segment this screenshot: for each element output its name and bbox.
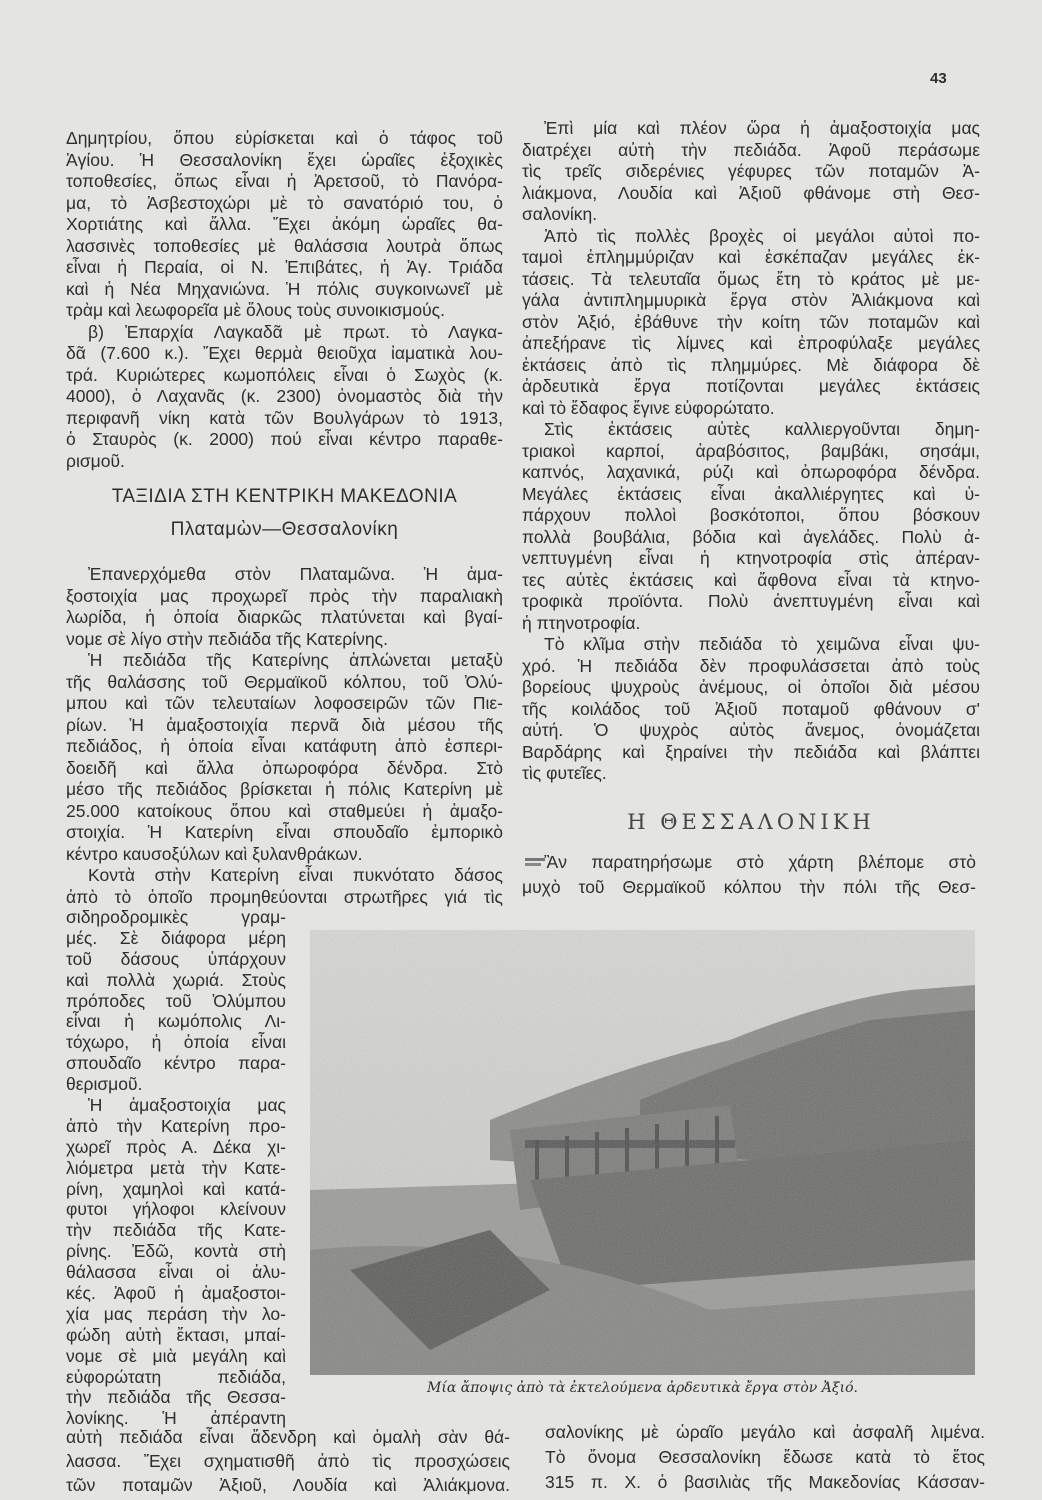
text-line: πολλὰ βουβάλια, βόδια καὶ ἀγελάδες. Πολὺ ἀ- <box>522 526 980 547</box>
text-line: σαλονίκη. <box>522 204 598 224</box>
text-line: λιόμετρα μετὰ τὴν Κατε- <box>66 1157 286 1178</box>
text-line: γάλα ἀντιπλημμυρικὰ ἔργα στὸν Ἀλιάκμονα καὶ <box>522 290 980 310</box>
text-line: Χορτιάτης καὶ ἄλλα. Ἔχει ἀκόμη ὡραῖες θα- <box>66 214 503 234</box>
thessaloniki-heading: Η ΘΕΣΣΑΛΟΝΙΚΗ <box>627 810 875 834</box>
text-line: μπου καὶ τῶν τελευταίων λοφοσειρῶν τῶν Πιε- <box>66 693 503 713</box>
section-subheading: Πλαταμὼν—Θεσσαλονίκη <box>170 519 399 540</box>
text-line: θερισμοῦ. <box>66 1074 143 1095</box>
text-line: στὸν Ἀξιό, ἐβάθυνε τὴν κοίτη τῶν ποταμῶν καὶ <box>522 311 980 332</box>
paragraph <box>522 118 980 226</box>
text-line: σαλονίκης μὲ ὡραῖο μεγάλο καὶ ἀσφαλῆ λιμένα. <box>545 1422 985 1442</box>
text-line: Βαρδάρης καὶ ξηραίνει τὴν πεδιάδα καὶ βλάπτει <box>522 741 980 762</box>
text-line: τὶς τρεῖς σιδερένιες γέφυρες τῶν ποταμῶν Ἀ- <box>522 161 980 181</box>
text-line: 315 π. Χ. ὁ βασιλιὰς τῆς Μακεδονίας Κάσσαν- <box>545 1472 985 1492</box>
text-line: πρόποδες τοῦ Ὀλύμπου <box>66 990 286 1011</box>
text-line: μέσο τῆς πεδιάδος βρίσκεται ἡ πόλις Κατερίνη μὲ <box>66 779 503 799</box>
text-line: νομε σὲ μιὰ μεγάλη καὶ <box>66 1345 286 1366</box>
page-number: 43 <box>930 70 947 87</box>
text-line: ἡ πτηνοτροφία. <box>522 612 641 633</box>
text-line: Ἡ ἁμαξοστοιχία μας <box>88 1095 286 1116</box>
text-line: τρά. Κυριώτερες κωμοπόλεις εἶναι ὁ Σωχὸς (κ. <box>66 364 503 385</box>
photo-caption: Μία ἄποψις ἀπὸ τὰ ἐκτελούμενα ἀρδευτικὰ ἔργα στὸν Ἀξιό. <box>427 1380 858 1396</box>
text-line: φώδη αὐτὴ ἔκτασι, μπαί- <box>66 1324 286 1345</box>
text-line: Ἀπὸ τὶς πολλὲς βροχὲς οἱ μεγάλοι αὐτοὶ πο- <box>544 225 980 246</box>
text-line: καπνός, λαχανικά, ρύζι καὶ ὀπωροφόρα δένδρα. <box>522 462 980 482</box>
text-line: ἀπὸ τὸ ὁποῖο προμηθεύονται στρωτῆρες γιά τὶς <box>66 886 503 907</box>
text-line: σιδηροδρομικὲς γραμ- <box>66 907 286 927</box>
paragraph <box>545 1420 985 1495</box>
paragraph <box>66 322 503 473</box>
text-line: ρίνη, χαμηλοὶ καὶ κατά- <box>66 1178 286 1199</box>
text-line: λωρίδα, ἡ ὁποία διαρκῶς πλατύνεται καὶ βγαί- <box>66 607 503 627</box>
left-column-bottom-text <box>66 1425 510 1497</box>
text-line: νεπτυγμένη εἶναι ἡ κτηνοτροφία στὶς ἀπέραν- <box>522 548 980 568</box>
text-line: ἐκτάσεις ἀπὸ τὶς πλημμύρες. Μὲ διάφορα δὲ <box>522 354 980 375</box>
text-line: τῶν ποταμῶν Ἀξιοῦ, Λουδία καὶ Ἀλιάκμονα. <box>66 1475 510 1495</box>
text-line: τοῦ δάσους ὑπάρχουν <box>66 948 286 969</box>
paragraph <box>66 128 503 322</box>
text-line: λονίκης. Ἡ ἀπέραντη <box>66 1408 286 1429</box>
text-line: σπουδαῖο κέντρο παρα- <box>66 1053 286 1074</box>
paragraph <box>522 419 980 634</box>
text-line: καὶ τὸ ἔδαφος ἔγινε εὐφορώτατο. <box>522 397 775 418</box>
text-line: Ἐπανερχόμεθα στὸν Πλαταμῶνα. Ἡ ἁμα- <box>88 564 503 584</box>
text-line: ἀπεξήρανε τὶς λίμνες καὶ ἐπροφύλαξε μεγάλες <box>522 333 980 353</box>
text-line: μές. Σὲ διάφορα μέρη <box>66 927 286 948</box>
text-line: Ἐπὶ μία καὶ πλέον ὥρα ἡ ἁμαξοστοιχία μας <box>544 118 980 138</box>
text-line: τροφικὰ προϊόντα. Πολὺ ἀνεπτυγμένη εἶναι καὶ <box>522 591 980 611</box>
text-line: Τὸ κλῖμα στὴν πεδιάδα τὸ χειμῶνα εἶναι ψυ- <box>544 634 980 654</box>
right-column-bottom-text <box>545 1420 985 1495</box>
text-line: πάρχουν πολλοὶ βοσκότοποι, ὅπου βόσκουν <box>522 505 980 525</box>
text-line: πεδιάδος, ἡ ὁποία εἶναι κατάφυτη ἀπὸ ἐσπερι- <box>66 736 503 756</box>
text-line: περιφανῆ νίκη κατὰ τῶν Βουλγάρων τὸ 1913, <box>66 407 503 428</box>
text-line: ρίων. Ἡ ἁμαξοστοιχία περνᾶ διὰ μέσου τῆς <box>66 714 503 735</box>
text-line: τόχωρο, ἡ ὁποία εἶναι <box>66 1032 286 1053</box>
text-line: Ἁγίου. Ἡ Θεσσαλονίκη ἔχει ὡραῖες ἐξοχικὲς <box>66 149 503 170</box>
paragraph <box>66 1095 286 1429</box>
text-line: εἶναι ἡ Περαία, οἱ Ν. Ἐπιβάτες, ἡ Ἁγ. Τριάδα <box>66 257 503 277</box>
paragraph <box>66 564 503 650</box>
text-line: ταμοὶ ἐπλημμύριζαν καὶ ἐσκέπαζαν μεγάλες ἐκ- <box>522 247 980 267</box>
text-line: καὶ ἡ Νέα Μηχανιώνα. Ἡ πόλις συγκοινωνεῖ μὲ <box>66 278 503 299</box>
text-line: τὴν πεδιάδα τῆς Θεσσα- <box>66 1387 286 1408</box>
text-line: Τὸ ὄνομα Θεσσαλονίκη ἔδωσε κατὰ τὸ ἔτος <box>545 1447 985 1467</box>
text-line: 4000), ὁ Λαχανᾶς (κ. 2300) ὀνομαστὸς διὰ τὴν <box>66 386 503 406</box>
text-line: βορείους ψυχροὺς ἀνέμους, οἱ ὁποῖοι διὰ μέσου <box>522 677 980 697</box>
text-line: τοποθεσίες, ὅπως εἶναι ἡ Ἀρετσοῦ, τὸ Πανόρα- <box>66 171 503 191</box>
paragraph <box>522 850 976 900</box>
text-line: χρό. Ἡ πεδιάδα δὲν προφυλάσσεται ἀπὸ τοὺς <box>522 655 980 676</box>
text-line: εὐφορώτατη πεδιάδα, <box>66 1366 286 1387</box>
paragraph <box>522 634 980 785</box>
right-column-top-text <box>522 118 980 785</box>
text-line: δᾶ (7.600 κ.). Ἔχει θερμὰ θειοῦχα ἰαματικὰ λου- <box>66 343 503 363</box>
text-line: ἀρδευτικὰ ἔργα ποτίζονται μεγάλες ἐκτάσεις <box>522 376 980 396</box>
text-line: δοειδῆ καὶ ἄλλα ὀπωροφόρα δένδρα. Στὸ <box>66 757 503 778</box>
text-line: Κοντὰ στὴν Κατερίνη εἶναι πυκνότατο δάσος <box>88 865 503 885</box>
text-line: 25.000 κατοίκους ὅπου καὶ σταθμεύει ἡ ἁμαξο- <box>66 800 503 821</box>
text-line: διατρέχει αὐτὴ τὴν πεδιάδα. Ἀφοῦ περάσωμε <box>522 139 980 160</box>
paragraph <box>522 226 980 420</box>
text-line: τες αὐτὲς ἐκτάσεις καὶ ἄφθονα εἶναι τὰ κτηνο- <box>522 569 980 590</box>
text-line: φυτοι γήλοφοι κλείνουν <box>66 1199 286 1220</box>
irrigation-works-photo <box>310 930 975 1375</box>
text-line: Μεγάλες ἐκτάσεις εἶναι ἀκαλλιέργητες καὶ ὑ- <box>522 483 980 504</box>
text-line: Ἂν παρατηρήσωμε στὸ χάρτη βλέπομε στὸ <box>544 852 976 872</box>
text-line: μυχὸ τοῦ Θερμαϊκοῦ κόλπου τὴν πόλι τῆς Θεσ- <box>522 877 976 897</box>
text-line: β) Ἐπαρχία Λαγκαδᾶ μὲ πρωτ. τὸ Λαγκα- <box>88 321 503 342</box>
left-column-narrow-text <box>66 907 286 1429</box>
text-line: λιάκμονα, Λουδία καὶ Ἀξιοῦ φθάνομε στὴ Θεσ- <box>522 182 980 203</box>
paragraph <box>66 865 503 908</box>
text-line: τὶς φυτεῖες. <box>522 763 607 783</box>
text-line: ρίνης. Ἐδῶ, κοντὰ στὴ <box>66 1241 286 1262</box>
text-line: ρισμοῦ. <box>66 450 125 471</box>
paragraph <box>66 1425 510 1497</box>
text-line: ἀπὸ τὴν Κατερίνη προ- <box>66 1115 286 1136</box>
text-line: χωρεῖ πρὸς Α. Δέκα χι- <box>66 1136 286 1157</box>
text-line: χία μας περάση τὴν λο- <box>66 1303 286 1324</box>
text-line: Ἡ πεδιάδα τῆς Κατερίνης ἁπλώνεται μεταξὺ <box>88 650 503 670</box>
text-line: εἶναι ἡ κωμόπολις Λι- <box>66 1011 286 1032</box>
text-line: τάσεις. Τὰ τελευταῖα ὅμως ἔτη τὸ κράτος μὲ με- <box>522 268 980 289</box>
section-heading: ΤΑΞΙΔΙΑ ΣΤΗ ΚΕΝΤΡΙΚΗ ΜΑΚΕΔΟΝΙΑ <box>111 486 458 507</box>
text-line: καὶ πολλὰ χωριά. Στοὺς <box>66 969 286 990</box>
left-column-body-text <box>66 564 503 908</box>
text-line: θάλασσα εἶναι οἱ ἁλυ- <box>66 1262 286 1283</box>
text-line: μα, τὸ Ἀσβεστοχώρι μὲ τὸ σανατόριό του, ὁ <box>66 192 503 213</box>
text-line: Δημητρίου, ὅπου εὑρίσκεται καὶ ὁ τάφος τοῦ <box>66 128 503 148</box>
text-line: ξοστοιχία μας προχωρεῖ πρὸς τὴν παραλιακὴ <box>66 585 503 606</box>
text-line: Στὶς ἐκτάσεις αὐτὲς καλλιεργοῦνται δημη- <box>544 419 980 439</box>
text-line: τῆς θαλάσσης τοῦ Θερμαϊκοῦ κόλπου, τοῦ Ὀλύ- <box>66 671 503 692</box>
text-line: τριακοὶ καρποί, ἀραβόσιτος, βαμβάκι, σησάμι, <box>522 440 980 461</box>
text-line: κέντρο καυσοξύλων καὶ ξυλανθράκων. <box>66 843 363 864</box>
text-line: κές. Ἀφοῦ ἡ ἁμαξοστοι- <box>66 1283 286 1304</box>
thessaloniki-intro-text <box>522 850 976 900</box>
text-line: λασσινὲς τοποθεσίες μὲ θαλάσσια λουτρὰ ὅπως <box>66 235 503 256</box>
text-line: τρὰμ καὶ λεωφορεῖα μὲ ὅλους τοὺς συνοικισμούς. <box>66 300 445 320</box>
text-line: νομε σὲ λίγο στὴν πεδιάδα τῆς Κατερίνης. <box>66 628 388 649</box>
paragraph <box>66 650 503 865</box>
text-line: στοιχία. Ἡ Κατερίνη εἶναι σπουδαῖο ἐμπορικὸ <box>66 822 503 842</box>
paragraph <box>66 907 286 1095</box>
text-line: λασσα. Ἔχει σχηματισθῆ ἀπὸ τὶς προσχώσεις <box>66 1451 510 1471</box>
text-line: αὐτή. Ὁ ψυχρὸς αὐτὸς ἄνεμος, ὀνομάζεται <box>522 720 980 740</box>
text-line: τῆς κοιλάδος τοῦ Ἀξιοῦ ποταμοῦ φθάνουν σ' <box>522 698 980 719</box>
text-line: ὁ Σταυρὸς (κ. 2000) πού εἶναι κέντρο παραθε- <box>66 429 503 449</box>
text-line: αὐτὴ πεδιάδα εἶναι ἄδενδρη καὶ ὁμαλὴ σὰν θά- <box>66 1427 510 1447</box>
left-column-top-text <box>66 128 503 472</box>
text-line: τὴν πεδιάδα τῆς Κατε- <box>66 1220 286 1241</box>
